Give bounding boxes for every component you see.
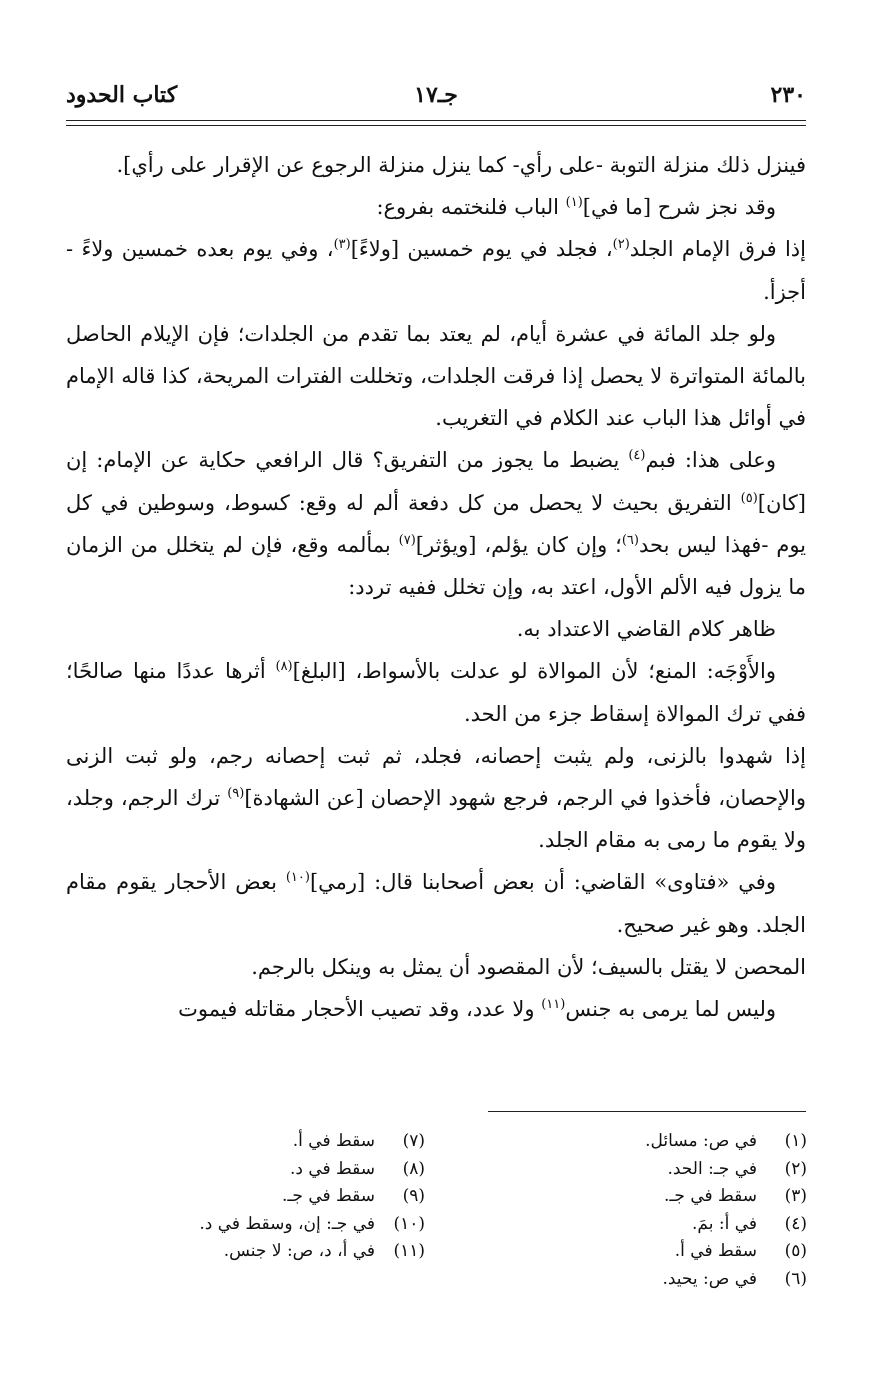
footnote-marker: (٧) — [398, 532, 416, 548]
footnote-item — [145, 1211, 425, 1239]
footnote-item — [547, 1266, 807, 1294]
footnote-marker: (١٠) — [285, 870, 310, 886]
footnote-text: سقط في جـ. — [282, 1186, 375, 1206]
footnote-text: سقط في د. — [289, 1158, 375, 1179]
paragraph — [66, 608, 806, 650]
footnote-marker: (٣) — [333, 237, 351, 253]
text-run: وعلى هذا: فبم — [645, 448, 776, 473]
footnote-text: سقط في أ. — [674, 1241, 757, 1261]
footnotes-column-left — [145, 1128, 425, 1266]
book-title: كتاب الحدود — [66, 82, 178, 108]
text-run: بعض الأحجار يقوم مقام الجلد. وهو غير صحيح. — [66, 870, 806, 937]
text-run: ظاهر كلام القاضي الاعتداد به. — [516, 617, 776, 642]
footnote-number: (١) — [784, 1131, 807, 1151]
footnote-marker: (٢) — [612, 237, 630, 253]
paragraph — [66, 144, 806, 186]
footnote-marker: (١١) — [541, 997, 566, 1013]
text-run: وقد نجز شرح [ما في] — [582, 195, 776, 220]
footnote-number: (١٠) — [393, 1213, 425, 1234]
footnote-text: في ص: مسائل. — [645, 1131, 757, 1151]
footnote-item — [145, 1156, 425, 1184]
footnote-number: (٣) — [784, 1186, 807, 1206]
text-run: ؛ وإن كان يؤلم، [ويؤثر] — [415, 532, 622, 557]
footnote-number: (٧) — [402, 1131, 425, 1151]
text-run: إذا فرق الإمام الجلد — [629, 237, 806, 262]
text-run: التفريق بحيث لا يحصل من كل دفعة ألم له وقع: كسوط، وسوطين في كل يوم -فهذا ليس بحد — [66, 490, 807, 557]
footnote-marker: (٨) — [275, 659, 293, 675]
paragraph — [66, 228, 806, 312]
text-run: الباب فلنختمه بفروع: — [376, 195, 566, 220]
footnote-marker: (٩) — [227, 786, 245, 802]
footnote-item — [547, 1211, 807, 1239]
footnote-item — [547, 1128, 807, 1156]
text-run: وفي «فتاوى» القاضي: أن بعض أصحابنا قال: [رمي] — [309, 870, 776, 895]
footnote-text: في أ، د، ص: لا جنس. — [223, 1241, 375, 1261]
text-run: ترك الرجم، وجلد، ولا يقوم ما رمى به مقام الجلد. — [66, 786, 806, 853]
text-run: والأَوْجَه: المنع؛ لأن الموالاة لو عدلت بالأسواط، [البلغ] — [292, 659, 777, 684]
text-run: ولا عدد، وقد تصيب الأحجار مقاتله فيموت — [178, 997, 542, 1022]
paragraph — [66, 988, 806, 1030]
footnote-text: سقط في أ. — [292, 1131, 375, 1151]
paragraph — [66, 946, 806, 988]
paragraph — [66, 861, 806, 945]
footnote-item — [547, 1156, 807, 1184]
footnote-text: في أ: بمَ. — [691, 1213, 757, 1234]
text-run: ، وفي يوم بعده خمسين ولاءً - أجزأ. — [66, 237, 806, 304]
footnote-item — [145, 1183, 425, 1211]
text-run: أثرها عددًا منها صالحًا؛ ففي ترك الموالاة إسقاط جزء من الحد. — [66, 659, 806, 726]
footnote-separator — [488, 1111, 806, 1112]
footnote-number: (٦) — [784, 1268, 807, 1289]
footnotes-column-right — [547, 1128, 807, 1293]
footnote-number: (٢) — [784, 1158, 807, 1179]
text-run: إذا شهدوا بالزنى، ولم يثبت إحصانه، فجلد، ثم ثبت إحصانه رجم، ولو ثبت الزنى والإحصان، فأخذوا في الرجم، فرجع شهود الإحصان [عن الشهادة] — [66, 743, 806, 811]
footnote-item — [547, 1183, 807, 1211]
footnote-marker: (٥) — [740, 490, 758, 506]
text-run: المحصن لا يقتل بالسيف؛ لأن المقصود أن يمثل به وينكل بالرجم. — [251, 954, 806, 979]
footnote-item — [547, 1238, 807, 1266]
text-run: ولو جلد المائة في عشرة أيام، لم يعتد بما تقدم من الجلدات؛ فإن الإيلام الحاصل بالمائة المتواترة لا يحصل إذا فرقت الجلدات، وتخللت الفترات المريحة، كذا قاله الإمام في أوائل هذا الباب عند الكلام في التغريب. — [66, 321, 806, 431]
footnote-marker: (٦) — [621, 532, 639, 548]
footnote-text: في جـ: الحد. — [667, 1158, 757, 1179]
paragraph — [66, 186, 806, 228]
footnote-text: في جـ: إن، وسقط في د. — [199, 1213, 375, 1234]
paragraph — [66, 439, 806, 608]
header-rule-thick — [66, 120, 806, 121]
page-number: ٢٣٠ — [770, 82, 806, 108]
paragraph — [66, 650, 806, 734]
text-run: فينزل ذلك منزلة التوبة -على رأي- كما ينزل منزلة الرجوع عن الإقرار على رأي]. — [116, 153, 806, 177]
footnote-number: (١١) — [393, 1241, 425, 1261]
volume-label: جـ١٧ — [414, 82, 458, 108]
text-run: وليس لما يرمى به جنس — [565, 997, 776, 1022]
footnote-number: (٤) — [784, 1213, 807, 1234]
footnote-marker: (٤) — [628, 448, 646, 464]
footnote-number: (٨) — [402, 1158, 425, 1179]
footnote-item — [145, 1238, 425, 1266]
paragraph — [66, 313, 806, 440]
main-text — [66, 144, 806, 1030]
paragraph — [66, 735, 806, 862]
text-run: ، فجلد في يوم خمسين [ولاءً] — [350, 237, 613, 262]
page-header — [66, 78, 806, 112]
text-run: بمألمه وقع، فإن لم يتخلل من الزمان ما يزول فيه الألم الأول، اعتد به، وإن تخلل ففيه تردد: — [66, 532, 806, 600]
footnote-number: (٩) — [402, 1186, 425, 1206]
header-rule-thin — [66, 125, 806, 126]
footnote-text: في ص: يحيد. — [662, 1268, 757, 1289]
footnote-number: (٥) — [784, 1241, 807, 1261]
footnote-text: سقط في جـ. — [664, 1186, 757, 1206]
text-run: يضبط ما يجوز من التفريق؟ قال الرافعي حكاية عن الإمام: إن [كان] — [66, 448, 806, 515]
footnote-item — [145, 1128, 425, 1156]
footnote-marker: (١) — [565, 195, 583, 211]
